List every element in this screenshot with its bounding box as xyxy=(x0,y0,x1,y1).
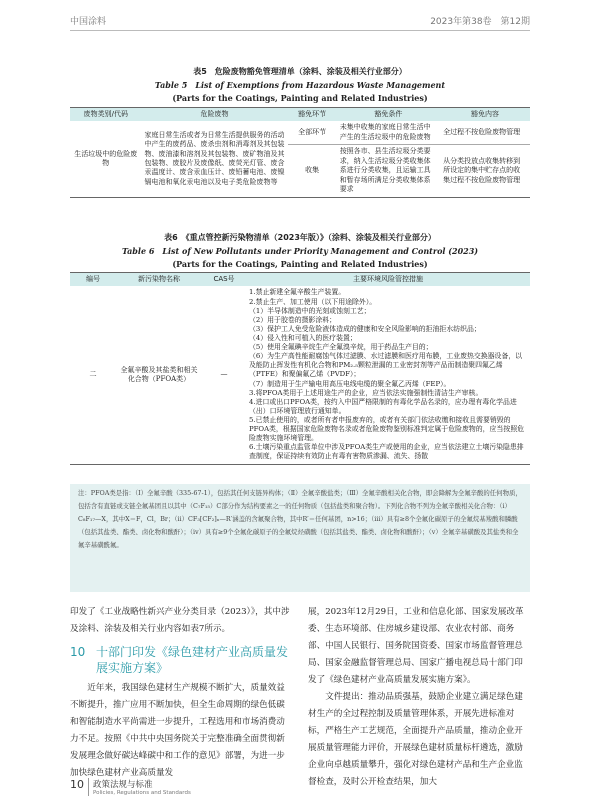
paragraph: 印发了《工业战略性新兴产业分类目录（2023）》，其中涉及涂料、涂装及相关行业内容如表7所示。 xyxy=(70,607,290,634)
footer-section xyxy=(93,778,191,796)
header-divider xyxy=(70,30,530,31)
paragraph: 近年来，我国绿色建材生产规模不断扩大，质量效益不断提升，推广应用不断加快，但全生命周期的绿色低碳和智能制造水平尚需进一步提升，工程选用和市场消费动力不足。按照《中共中央国务院关于完整准确全面贯彻新发展理念做好碳达峰碳中和工作的意见》部署，为进一步加快绿色建材产业高质量发 xyxy=(70,683,285,778)
footer-divider xyxy=(88,778,89,796)
table5-caption-en-sub: (Parts for the Coatings, Painting and Related Industries) xyxy=(172,93,428,103)
measure-item: （5）使用全氟碘辛烷生产全氟溴辛烷，用于药品生产目的； xyxy=(249,343,433,352)
pollutant-name: 全氟辛酸及其盐类和相关化合物（PFOA类） xyxy=(120,365,198,383)
pollutant-number: 二 xyxy=(89,370,97,379)
measure-item: 2.禁止生产、加工使用（以下用途除外）。 xyxy=(249,297,377,306)
section-heading xyxy=(70,644,292,676)
measure-item: （6）为生产高性能耐腐蚀气体过滤膜、水过滤膜和医疗用布膜，工业废热交换器设备，以及能防止挥发性有机化合物和PM₂.₅颗粒泄漏的工业密封剂等产品而制造聚四氟乙烯（PTFE）和聚偏氟乙烯（PVDF）； xyxy=(249,352,523,379)
table5-header: 豁免环节 xyxy=(288,108,337,122)
table6 xyxy=(70,272,530,465)
table6-caption-en-sub: (Parts for the Coatings, Painting and Related Industries) xyxy=(172,259,428,269)
measure-item: 6.土壤污染重点监管单位中涉及PFOA类生产或使用的企业，应当依法建立土壤污染隐患排查制度，保证持续有效防止有毒有害物质渗漏、流失、扬散 xyxy=(249,443,524,461)
table6-caption-cn: 表6 《重点管控新污染物清单（2023年版）》（涂料、涂装及相关行业部分） xyxy=(164,233,436,242)
measure-item: 4.进口或出口PFOA类，按约入中国严格限制的有毒化学品名录的，应办理有毒化学品进（出）口环境管理放行通知单。 xyxy=(249,397,517,415)
measure-item: （4）侵入性和可植入的医疗装置； xyxy=(249,333,357,342)
footer-section-en: Policies, Regulations and Standards xyxy=(93,790,191,796)
table-note: 注：PFOA类是指：（Ⅰ）全氟辛酸（335-67-1），包括其任何支链异构体；（Ⅱ）全氟辛酸盐类；（Ⅲ）全氟辛酸相关化合物，即会降解为全氟辛酸的任何物质，包括含有直链或支链全氟基团且以其中（C₇F₁₅）C部分作为结构要素之一的任何物质（包括盐类和聚合物）。下列化合物不列为全氟辛酸相关化合物：（ⅰ）C₈F₁₇—X，其中X＝F，Cl，Br；（ⅱ）CF₃[CF₂]ₙ—R′涵盖的含氟聚合物，其中R′＝任何基团，n>16；（ⅲ）具有≥8个全氟化碳原子的全氟烷基羧酸和膦酸（包括其盐类、酯类、卤化物和酸酐）；（ⅳ）具有≥9个全氟化碳原子的全氟烷烃磺酸（包括其盐类、酯类、卤化物和酸酐）；（ⅴ）全氟辛基磺酸及其盐类和全氟辛基磺酰氟。 xyxy=(70,484,530,592)
waste-category: 生活垃圾中的危险废物 xyxy=(70,121,142,197)
paragraph: 展，2023年12月29日，工业和信息化部、国家发展改革委、生态环境部、住房城乡建设部、农业农村部、商务部、中国人民银行、国务院国资委、国家市场监督管理总局、国家金融监督管理总局、国家广播电视总局十部门印发了《绿色建材产业高质量发展实施方案》。 xyxy=(308,607,524,685)
page-number: 10 xyxy=(70,778,84,791)
table5-header: 豁免内容 xyxy=(440,108,530,122)
table5 xyxy=(70,107,530,198)
table6-header: 新污染物名称 xyxy=(116,273,202,287)
measure-item: （1）半导体制造中的光刻或蚀刻工艺； xyxy=(249,306,371,315)
exemption-content: 全过程不按危险废物管理 xyxy=(443,128,521,137)
exemption-content: 从分类投放点收集转移到所设定的集中贮存点的收集过程不按危险废物管理 xyxy=(443,156,521,184)
exemption-stage: 收集 xyxy=(305,166,320,175)
exemption-condition: 未集中收集的家庭日常生活中产生的生活垃圾中的危险废物 xyxy=(339,123,431,141)
hazardous-waste-desc: 家庭日常生活或者为日常生活提供服务的活动中产生的废药品、废杀虫剂和消毒剂及其包装物、废油漆和溶剂及其包装物、废矿物油及其包装物、废胶片及废像纸、废荧光灯管、废含汞温度计、废含汞血压计、废铅蓄电池、废镍镉电池和氧化汞电池以及电子类危险废物等 xyxy=(142,121,288,197)
section-number: 10 xyxy=(70,645,86,659)
table5-header: 废物类别/代码 xyxy=(70,108,142,122)
journal-name: 中国涂料 xyxy=(70,17,107,27)
measure-item: （7）制造用于生产输电用高压电线电缆的聚全氟乙丙烯（FEP）。 xyxy=(249,379,451,388)
exemption-stage: 全部环节 xyxy=(298,128,327,137)
table5-header: 豁免条件 xyxy=(337,108,440,122)
cas-number: — xyxy=(220,370,228,379)
table6-header: 编号 xyxy=(70,273,116,287)
measure-item: （3）保护工人免受危险液体造成的健康和安全风险影响的拒油拒水纺织品； xyxy=(249,324,481,333)
footer xyxy=(70,778,191,796)
measure-item: （2）用于胶卷的摄影涂料； xyxy=(249,315,337,324)
table6-header: 主要环境风险管控措施 xyxy=(246,273,530,287)
left-column xyxy=(70,604,292,782)
exemption-condition: 按照各市、县生活垃圾分类要求，纳入生活垃圾分类收集体系进行分类收集，且运输工具和暂存场所满足分类收集体系要求 xyxy=(339,147,431,194)
right-column xyxy=(308,604,530,791)
measure-item: 3.将PFOA类用于上述用途生产的企业，应当依法实施强制性清洁生产审核。 xyxy=(249,388,483,397)
paragraph: 文件提出：推动品质强基，鼓励企业建立满足绿色建材生产的全过程控制及质量管理体系，开展先进标准对标，严格生产工艺规范，全面提升产品质量，推动企业开展质量管理能力评价，开展绿色建材质量标杆遴选，激励企业向卓越质量攀升，强化对绿色建材产品和生产企业监督检查，及时公开检查结果，加大 xyxy=(308,692,523,787)
footer-section-cn: 政策法规与标准 xyxy=(93,780,153,790)
measure-item: 1.禁止新建全氟辛酸生产装置。 xyxy=(249,288,346,297)
section-title: 十部门印发《绿色建材产业高质量发展实施方案》 xyxy=(96,645,289,675)
control-measures xyxy=(246,286,530,464)
table5-header: 危险废物 xyxy=(142,108,288,122)
table6-caption-en: Table 6 List of New Pollutants under Priority Management and Control (2023) xyxy=(121,246,479,256)
measure-item: 5.已禁止使用的，或者所有者申报废弃的，或者有关部门依法收缴和接收且需要销毁的PFOA类，根据国家危险废物名录或者危险废物鉴别标准判定属于危险废物的，应当按照危险废物实施环境管理。 xyxy=(249,415,524,443)
issue-info: 2023年第38卷 第12期 xyxy=(430,17,530,27)
table5-caption-en: Table 5 List of Exemptions from Hazardous Waste Management xyxy=(154,80,446,90)
table5-caption-cn: 表5 危险废物豁免管理清单（涂料、涂装及相关行业部分） xyxy=(193,67,407,76)
table6-header: CAS号 xyxy=(202,273,246,287)
